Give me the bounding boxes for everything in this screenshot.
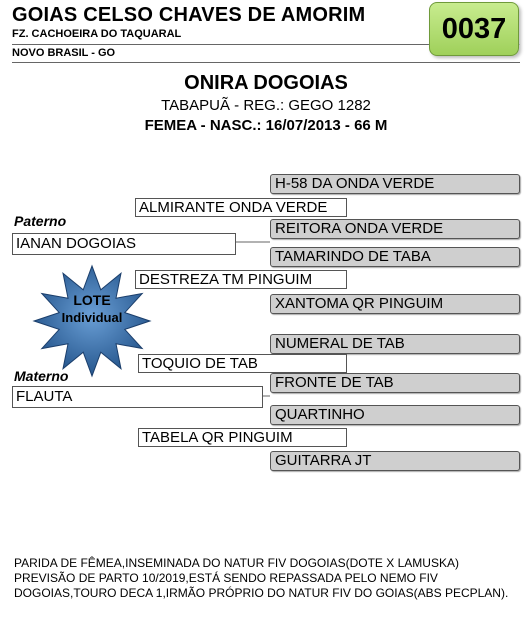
- paternal-label: Paterno: [14, 213, 67, 229]
- lote-badge-line1: LOTE: [73, 292, 111, 308]
- paternal-grandmother: DESTREZA TM PINGUIM: [135, 270, 347, 289]
- animal-name: ONIRA DOGOIAS: [184, 72, 348, 94]
- mother: FLAUTA: [12, 386, 263, 408]
- farm-name: FZ. CACHOEIRA DO TAQUARAL: [12, 28, 182, 40]
- father: IANAN DOGOIAS: [12, 233, 236, 255]
- great-grandparent-5: NUMERAL DE TAB: [270, 334, 520, 354]
- animal-registry: TABAPUÃ - REG.: GEGO 1282: [161, 97, 371, 114]
- maternal-label: Materno: [14, 368, 69, 384]
- owner-name: GOIAS CELSO CHAVES DE AMORIM: [12, 4, 366, 26]
- great-grandparent-7: QUARTINHO: [270, 405, 520, 425]
- great-grandparent-8: GUITARRA JT: [270, 451, 520, 471]
- great-grandparent-6: FRONTE DE TAB: [270, 373, 520, 393]
- observations-text: PARIDA DE FÊMEA,INSEMINADA DO NATUR FIV DOGOIAS(DOTE X LAMUSKA) PREVISÃO DE PARTO 10/2019,ESTÁ SENDO REPASSADA PELO NEMO FIV DOGOIAS,TOURO DECA 1,IRMÃO PRÓPRIO DO NATUR FIV DO GOIAS(ABS PECPLAN).: [14, 556, 509, 600]
- great-grandparent-3: TAMARINDO DE TABA: [270, 247, 520, 267]
- great-grandparent-4: XANTOMA QR PINGUIM: [270, 294, 520, 314]
- paternal-grandfather: ALMIRANTE ONDA VERDE: [135, 198, 347, 217]
- great-grandparent-1: H-58 DA ONDA VERDE: [270, 174, 520, 194]
- animal-info: FEMEA - NASC.: 16/07/2013 - 66 M: [144, 117, 388, 134]
- lot-number-badge: 0037: [429, 2, 519, 56]
- maternal-grandmother: TABELA QR PINGUIM: [138, 428, 347, 447]
- great-grandparent-2: REITORA ONDA VERDE: [270, 219, 520, 239]
- maternal-grandfather: TOQUIO DE TAB: [138, 354, 347, 373]
- lote-badge-line2: Individual: [61, 310, 123, 325]
- city-state: NOVO BRASIL - GO: [12, 47, 116, 59]
